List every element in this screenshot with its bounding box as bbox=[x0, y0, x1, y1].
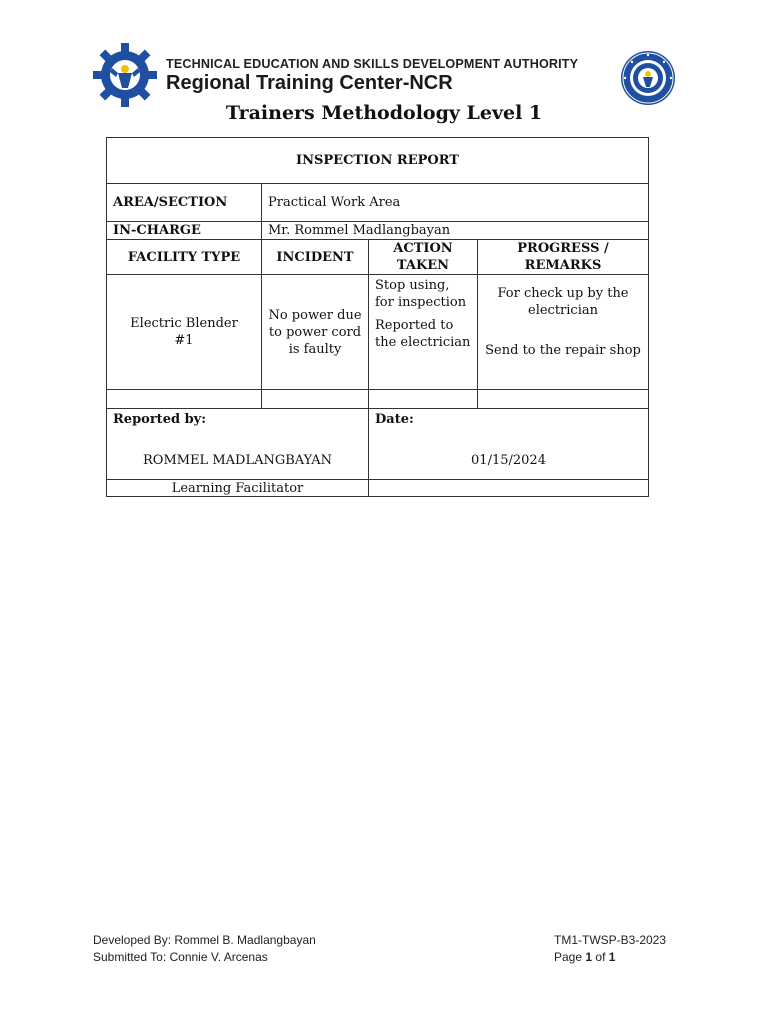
submitted-to: Submitted To: Connie V. Arcenas bbox=[93, 950, 268, 964]
regional-seal-icon bbox=[620, 50, 676, 106]
empty-cell bbox=[478, 390, 649, 409]
date-value: 01/15/2024 bbox=[471, 453, 546, 468]
inspection-report-table bbox=[106, 137, 649, 497]
column-header-action: ACTION TAKEN bbox=[369, 240, 478, 275]
org-full-name: TECHNICAL EDUCATION AND SKILLS DEVELOPMENT AUTHORITY bbox=[166, 57, 579, 71]
remark-1: For check up by the electrician bbox=[497, 286, 629, 318]
tesda-gear-logo-icon bbox=[92, 42, 158, 108]
reporter-name: ROMMEL MADLANGBAYAN bbox=[143, 453, 332, 468]
signature-row bbox=[107, 409, 649, 480]
column-header-incident: INCIDENT bbox=[262, 240, 369, 275]
reported-by-cell bbox=[107, 409, 369, 480]
date-cell bbox=[369, 409, 649, 480]
report-title: INSPECTION REPORT bbox=[107, 138, 649, 184]
action-step-2: Reported to the electrician bbox=[375, 318, 471, 350]
page-current: 1 bbox=[585, 950, 593, 964]
organization-name bbox=[166, 57, 578, 95]
area-row bbox=[107, 184, 649, 222]
org-center-name: Regional Training Center-NCR bbox=[166, 72, 453, 94]
empty-cell bbox=[369, 390, 478, 409]
column-header-row bbox=[107, 240, 649, 275]
incharge-value: Mr. Rommel Madlangbayan bbox=[262, 222, 649, 240]
document-title: Trainers Methodology Level 1 bbox=[225, 102, 543, 124]
incident-cell: No power due to power cord is faulty bbox=[262, 275, 369, 390]
reporter-title-row bbox=[107, 480, 649, 497]
reported-by-label: Reported by: bbox=[113, 412, 207, 427]
empty-row bbox=[107, 390, 649, 409]
action-step-1: Stop using, for inspection bbox=[375, 278, 467, 310]
remark-2: Send to the repair shop bbox=[485, 343, 641, 358]
empty-cell bbox=[262, 390, 369, 409]
remarks-cell bbox=[478, 275, 649, 390]
column-header-remarks: PROGRESS / REMARKS bbox=[478, 240, 649, 275]
page-total: 1 bbox=[608, 950, 616, 964]
developed-by: Developed By: Rommel B. Madlangbayan bbox=[93, 933, 316, 947]
column-header-facility: FACILITY TYPE bbox=[107, 240, 262, 275]
facility-cell: Electric Blender #1 bbox=[107, 275, 262, 390]
document-code: TM1-TWSP-B3-2023 bbox=[554, 933, 667, 947]
incident-row bbox=[107, 275, 649, 390]
report-title-row bbox=[107, 138, 649, 184]
area-value: Practical Work Area bbox=[262, 184, 649, 222]
area-label: AREA/SECTION bbox=[107, 184, 262, 222]
incharge-row bbox=[107, 222, 649, 240]
empty-cell bbox=[107, 390, 262, 409]
reporter-title: Learning Facilitator bbox=[107, 480, 369, 497]
action-cell bbox=[369, 275, 478, 390]
empty-cell bbox=[369, 480, 649, 497]
footer-credits bbox=[93, 932, 316, 966]
incharge-label: IN-CHARGE bbox=[107, 222, 262, 240]
page-number: Page 1 of 1 bbox=[554, 950, 616, 964]
date-label: Date: bbox=[375, 412, 414, 427]
letterhead bbox=[0, 0, 768, 140]
footer-doc-info bbox=[554, 932, 666, 966]
